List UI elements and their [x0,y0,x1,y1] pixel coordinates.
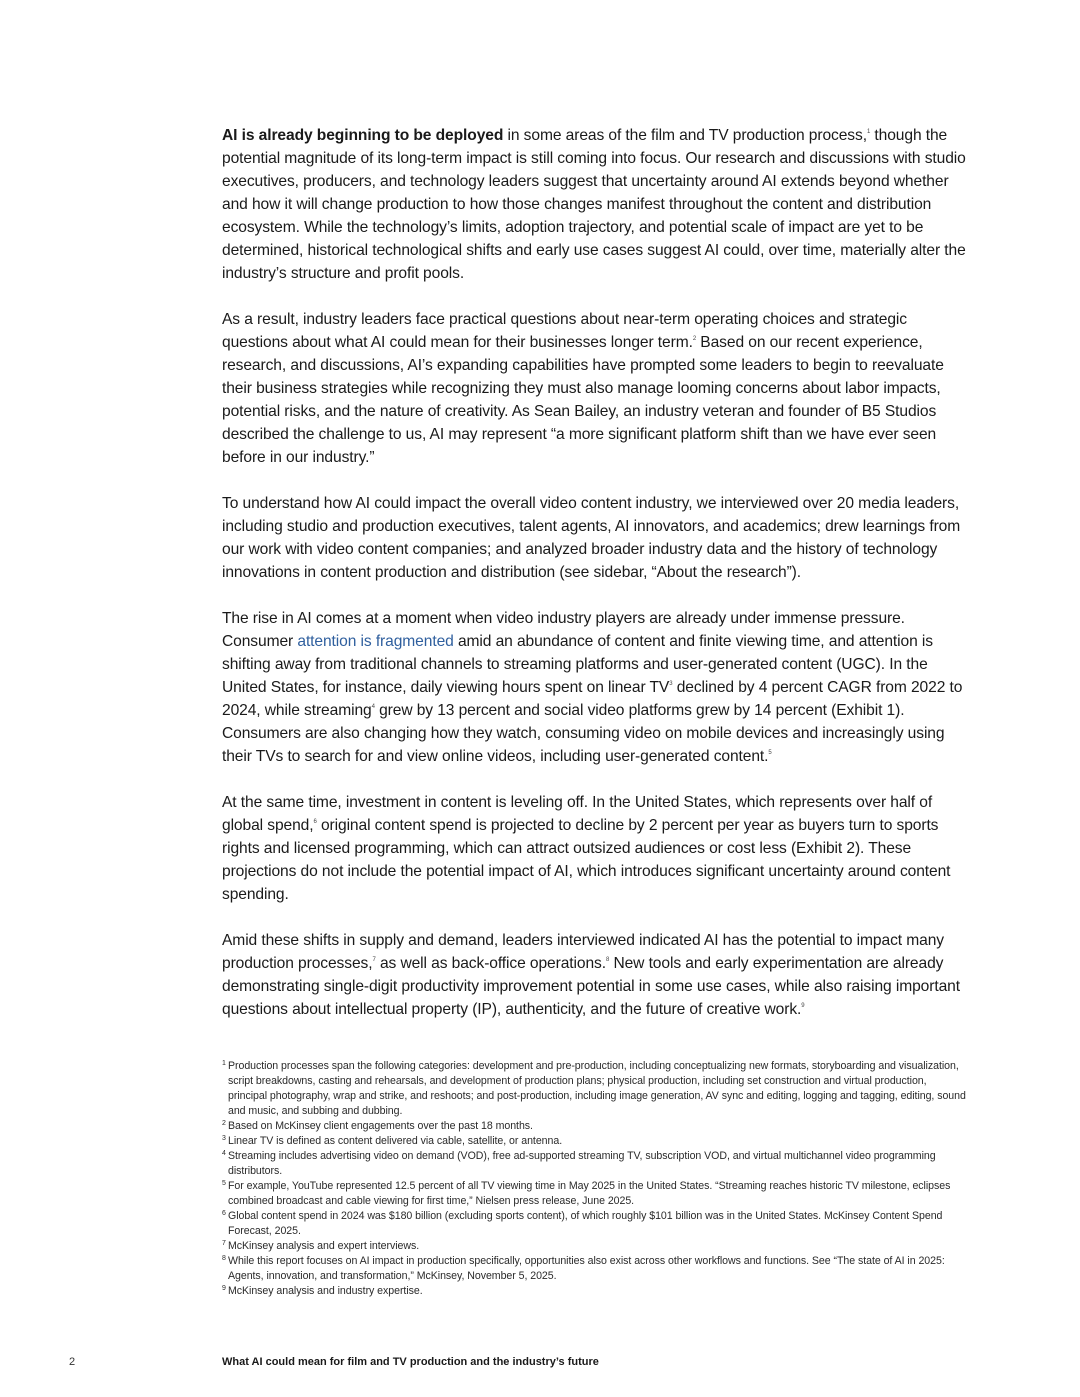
article-body [222,124,967,1044]
paragraph-text: grew by 13 percent and social video platforms grew by 14 percent (Exhibit 1). Consumers are also changing how they watch, consuming video on mobile devices and increasingly using their TVs to search for and view online videos, including user-generated content. [222,702,945,765]
paragraph-text: Amid these shifts in supply and demand, leaders interviewed indicated AI has the potential to impact many production processes, [222,932,944,972]
lead-phrase: AI is already beginning to be deployed [222,127,504,144]
paragraph-text: as well as back-office operations. [375,955,606,972]
footnote-ref-8[interactable]: 8 [605,957,610,963]
paragraph-5 [222,791,967,906]
footnote-ref-9[interactable]: 9 [801,1003,805,1009]
footnote-text: For example, YouTube represented 12.5 percent of all TV viewing time in May 2025 in the United States. “Streaming reaches historic TV milestone, eclipses combined broadcast and cable viewing for first time,” Nielsen press release, June 2025. [228,1180,951,1207]
paragraph-text: though the potential magnitude of its long-term impact is still coming into focus. Our research and discussions with studio executives, producers, and technology leaders suggest that uncertainty around AI extends beyond whether and how it will change production to how those changes manifest throughout the content and distribution ecosystem. While the technology’s limits, adoption trajectory, and potential scale of impact are yet to be determined, historical technological shifts and early use cases suggest AI could, over time, materially alter the industry’s structure and profit pools. [222,127,966,282]
paragraph-text: in some areas of the film and TV production process, [503,127,867,144]
footnote-text: Based on McKinsey client engagements over the past 18 months. [228,1120,533,1132]
paragraph-3 [222,492,967,584]
footnote-4 [222,1149,967,1179]
footnote-ref-2[interactable]: 2 [692,336,697,342]
paragraph-text: To understand how AI could impact the overall video content industry, we interviewed over 20 media leaders, including studio and production executives, talent agents, AI innovators, and academics; drew learnings from our work with video content companies; and analyzed broader industry data and the history of technology innovations in content production and distribution (see sidebar, “About the research”). [222,495,961,581]
footnote-number: 4 [222,1150,226,1157]
footnote-number: 2 [222,1120,226,1127]
footnote-8 [222,1254,967,1284]
footnote-number: 1 [222,1060,226,1067]
footnote-number: 8 [222,1255,226,1262]
footnote-text: McKinsey analysis and industry expertise. [228,1285,423,1297]
footnote-ref-5[interactable]: 5 [768,750,772,756]
footnote-ref-7[interactable]: 7 [372,957,376,963]
paragraph-text: The rise in AI comes at a moment when video industry players are already under immense pressure. Consumer [222,610,905,650]
paragraph-text: At the same time, investment in content is leveling off. In the United States, which represents over half of global spend, [222,794,933,834]
footnote-number: 6 [222,1210,226,1217]
footnote-3 [222,1134,967,1149]
footer-title: What AI could mean for film and TV production and the industry’s future [222,1356,599,1368]
paragraph-text: declined by 4 percent CAGR from 2022 to 2024, while streaming [222,679,963,719]
footnote-ref-3[interactable]: 3 [669,681,673,687]
paragraph-text: amid an abundance of content and finite viewing time, and attention is shifting away from traditional channels to streaming platforms and user-generated content (UGC). In the United States, for instance, daily viewing hours spent on linear TV [222,633,933,696]
footnote-text: While this report focuses on AI impact in production specifically, opportunities also exist across other workflows and functions. See “The state of AI in 2025: Agents, innovation, and transformation,” McKinsey, November 5, 2025. [228,1255,945,1282]
footnote-ref-1[interactable]: 1 [866,129,871,135]
footnote-number: 7 [222,1240,226,1247]
paragraph-4 [222,607,967,768]
footnote-text: Linear TV is defined as content delivered via cable, satellite, or antenna. [228,1135,563,1147]
footnote-text: Production processes span the following categories: development and pre-production, including conceptualizing new formats, storyboarding and visualization, script breakdowns, casting and rehearsals, and development of production plans; physical production, including set construction and virtual production, principal photography, wrap and strike, and reshoots; and post-production, including image generation, AV sync and editing, logging and tagging, editing, sound and music, and subbing and dubbing. [228,1060,966,1117]
footnote-2 [222,1119,967,1134]
paragraph-text: Based on our recent experience, research, and discussions, AI’s expanding capabilities have prompted some leaders to begin to reevaluate their business strategies while recognizing they must also manage looming concerns about labor impacts, potential risks, and the nature of creativity. As Sean Bailey, an industry veteran and founder of B5 Studios described the challenge to us, AI may represent “a more significant platform shift than we have ever seen before in our industry.” [222,334,944,466]
footnote-ref-4[interactable]: 4 [371,704,375,710]
paragraph-text: New tools and early experimentation are already demonstrating single-digit productivity improvement potential in some use cases, while also raising important questions about intellectual property (IP), authenticity, and the future of creative work. [222,955,960,1018]
footnote-text: Streaming includes advertising video on demand (VOD), free ad-supported streaming TV, subscription VOD, and virtual multichannel video programming distributors. [228,1150,936,1177]
footnote-number: 9 [222,1285,226,1292]
footnote-text: Global content spend in 2024 was $180 billion (excluding sports content), of which roughly $101 billion was in the United States. McKinsey Content Spend Forecast, 2025. [228,1210,943,1237]
footnote-1 [222,1059,967,1119]
footnote-number: 3 [222,1135,226,1142]
paragraph-text: original content spend is projected to decline by 2 percent per year as buyers turn to sports rights and licensed programming, which can attract outsized audiences or cost less (Exhibit 2). These projections do not include the potential impact of AI, which introduces significant uncertainty around content spending. [222,817,951,903]
footnotes [222,1059,967,1299]
page-number: 2 [69,1356,76,1368]
paragraph-text: As a result, industry leaders face practical questions about near-term operating choices and strategic questions about what AI could mean for their businesses longer term. [222,311,907,351]
footnote-7 [222,1239,967,1254]
footnote-9 [222,1284,967,1299]
footnote-text: McKinsey analysis and expert interviews. [228,1240,420,1252]
paragraph-1 [222,124,967,285]
attention-fragmented-link[interactable]: attention is fragmented [297,633,454,650]
footnote-6 [222,1209,967,1239]
footnote-number: 5 [222,1180,226,1187]
paragraph-6 [222,929,967,1021]
paragraph-2 [222,308,967,469]
footnote-ref-6[interactable]: 6 [313,819,317,825]
footnote-5 [222,1179,967,1209]
